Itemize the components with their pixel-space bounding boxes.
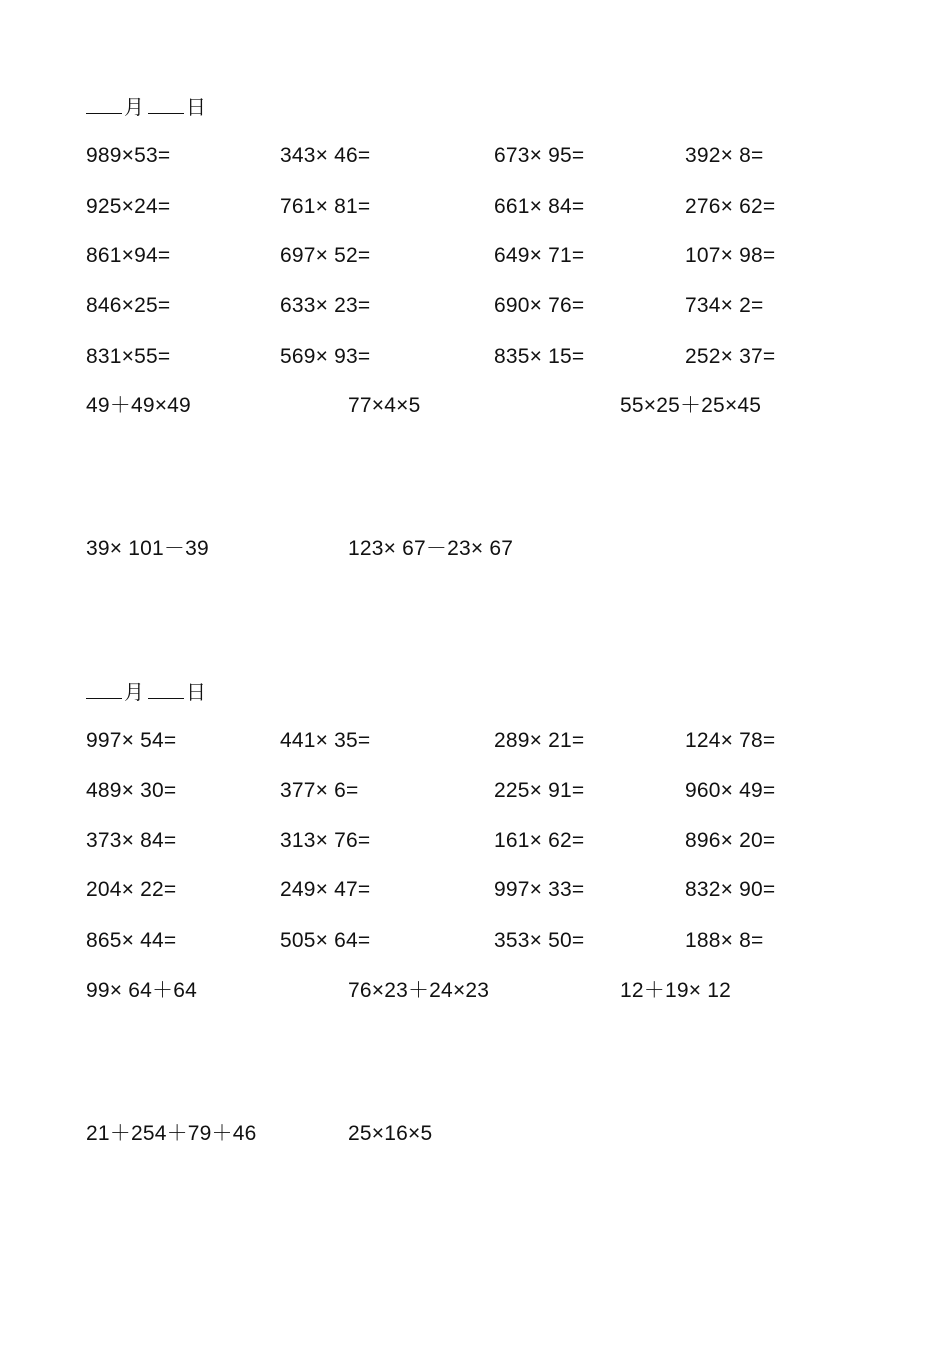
day-blank bbox=[148, 95, 184, 114]
expression: 25×16×5 bbox=[348, 1122, 433, 1145]
problem: 633× 23= bbox=[280, 294, 371, 317]
date-line bbox=[86, 679, 210, 706]
problem: 377× 6= bbox=[280, 779, 359, 802]
problem: 441× 35= bbox=[280, 729, 371, 752]
problem: 107× 98= bbox=[685, 244, 776, 267]
problem: 569× 93= bbox=[280, 345, 371, 368]
day-label: 日 bbox=[186, 680, 206, 704]
expression: 77×4×5 bbox=[348, 394, 421, 417]
month-blank bbox=[86, 680, 122, 699]
problem: 204× 22= bbox=[86, 878, 177, 901]
expression: 39× 101－39 bbox=[86, 537, 209, 560]
expression: 55×25＋25×45 bbox=[620, 394, 762, 417]
problem: 249× 47= bbox=[280, 878, 371, 901]
expression: 12＋19× 12 bbox=[620, 979, 731, 1002]
problem: 989×53= bbox=[86, 144, 171, 167]
problem: 276× 62= bbox=[685, 195, 776, 218]
problem: 661× 84= bbox=[494, 195, 585, 218]
problem: 124× 78= bbox=[685, 729, 776, 752]
problem: 353× 50= bbox=[494, 929, 585, 952]
problem: 188× 8= bbox=[685, 929, 764, 952]
problem: 392× 8= bbox=[685, 144, 764, 167]
problem: 835× 15= bbox=[494, 345, 585, 368]
problem: 697× 52= bbox=[280, 244, 371, 267]
expression: 123× 67－23× 67 bbox=[348, 537, 514, 560]
problem: 997× 33= bbox=[494, 878, 585, 901]
month-blank bbox=[86, 95, 122, 114]
month-label: 月 bbox=[124, 95, 144, 119]
problem: 832× 90= bbox=[685, 878, 776, 901]
day-label: 日 bbox=[186, 95, 206, 119]
problem: 896× 20= bbox=[685, 829, 776, 852]
expression: 21＋254＋79＋46 bbox=[86, 1122, 257, 1145]
problem: 343× 46= bbox=[280, 144, 371, 167]
problem: 925×24= bbox=[86, 195, 171, 218]
problem: 289× 21= bbox=[494, 729, 585, 752]
day-blank bbox=[148, 680, 184, 699]
problem: 865× 44= bbox=[86, 929, 177, 952]
problem: 831×55= bbox=[86, 345, 171, 368]
problem: 690× 76= bbox=[494, 294, 585, 317]
problem: 960× 49= bbox=[685, 779, 776, 802]
problem: 505× 64= bbox=[280, 929, 371, 952]
problem: 225× 91= bbox=[494, 779, 585, 802]
problem: 997× 54= bbox=[86, 729, 177, 752]
month-label: 月 bbox=[124, 680, 144, 704]
problem: 861×94= bbox=[86, 244, 171, 267]
expression: 99× 64＋64 bbox=[86, 979, 197, 1002]
expression: 49＋49×49 bbox=[86, 394, 191, 417]
problem: 313× 76= bbox=[280, 829, 371, 852]
problem: 734× 2= bbox=[685, 294, 764, 317]
problem: 673× 95= bbox=[494, 144, 585, 167]
problem: 761× 81= bbox=[280, 195, 371, 218]
problem: 252× 37= bbox=[685, 345, 776, 368]
problem: 846×25= bbox=[86, 294, 171, 317]
problem: 373× 84= bbox=[86, 829, 177, 852]
problem: 161× 62= bbox=[494, 829, 585, 852]
problem: 649× 71= bbox=[494, 244, 585, 267]
date-line bbox=[86, 94, 210, 121]
expression: 76×23＋24×23 bbox=[348, 979, 490, 1002]
problem: 489× 30= bbox=[86, 779, 177, 802]
